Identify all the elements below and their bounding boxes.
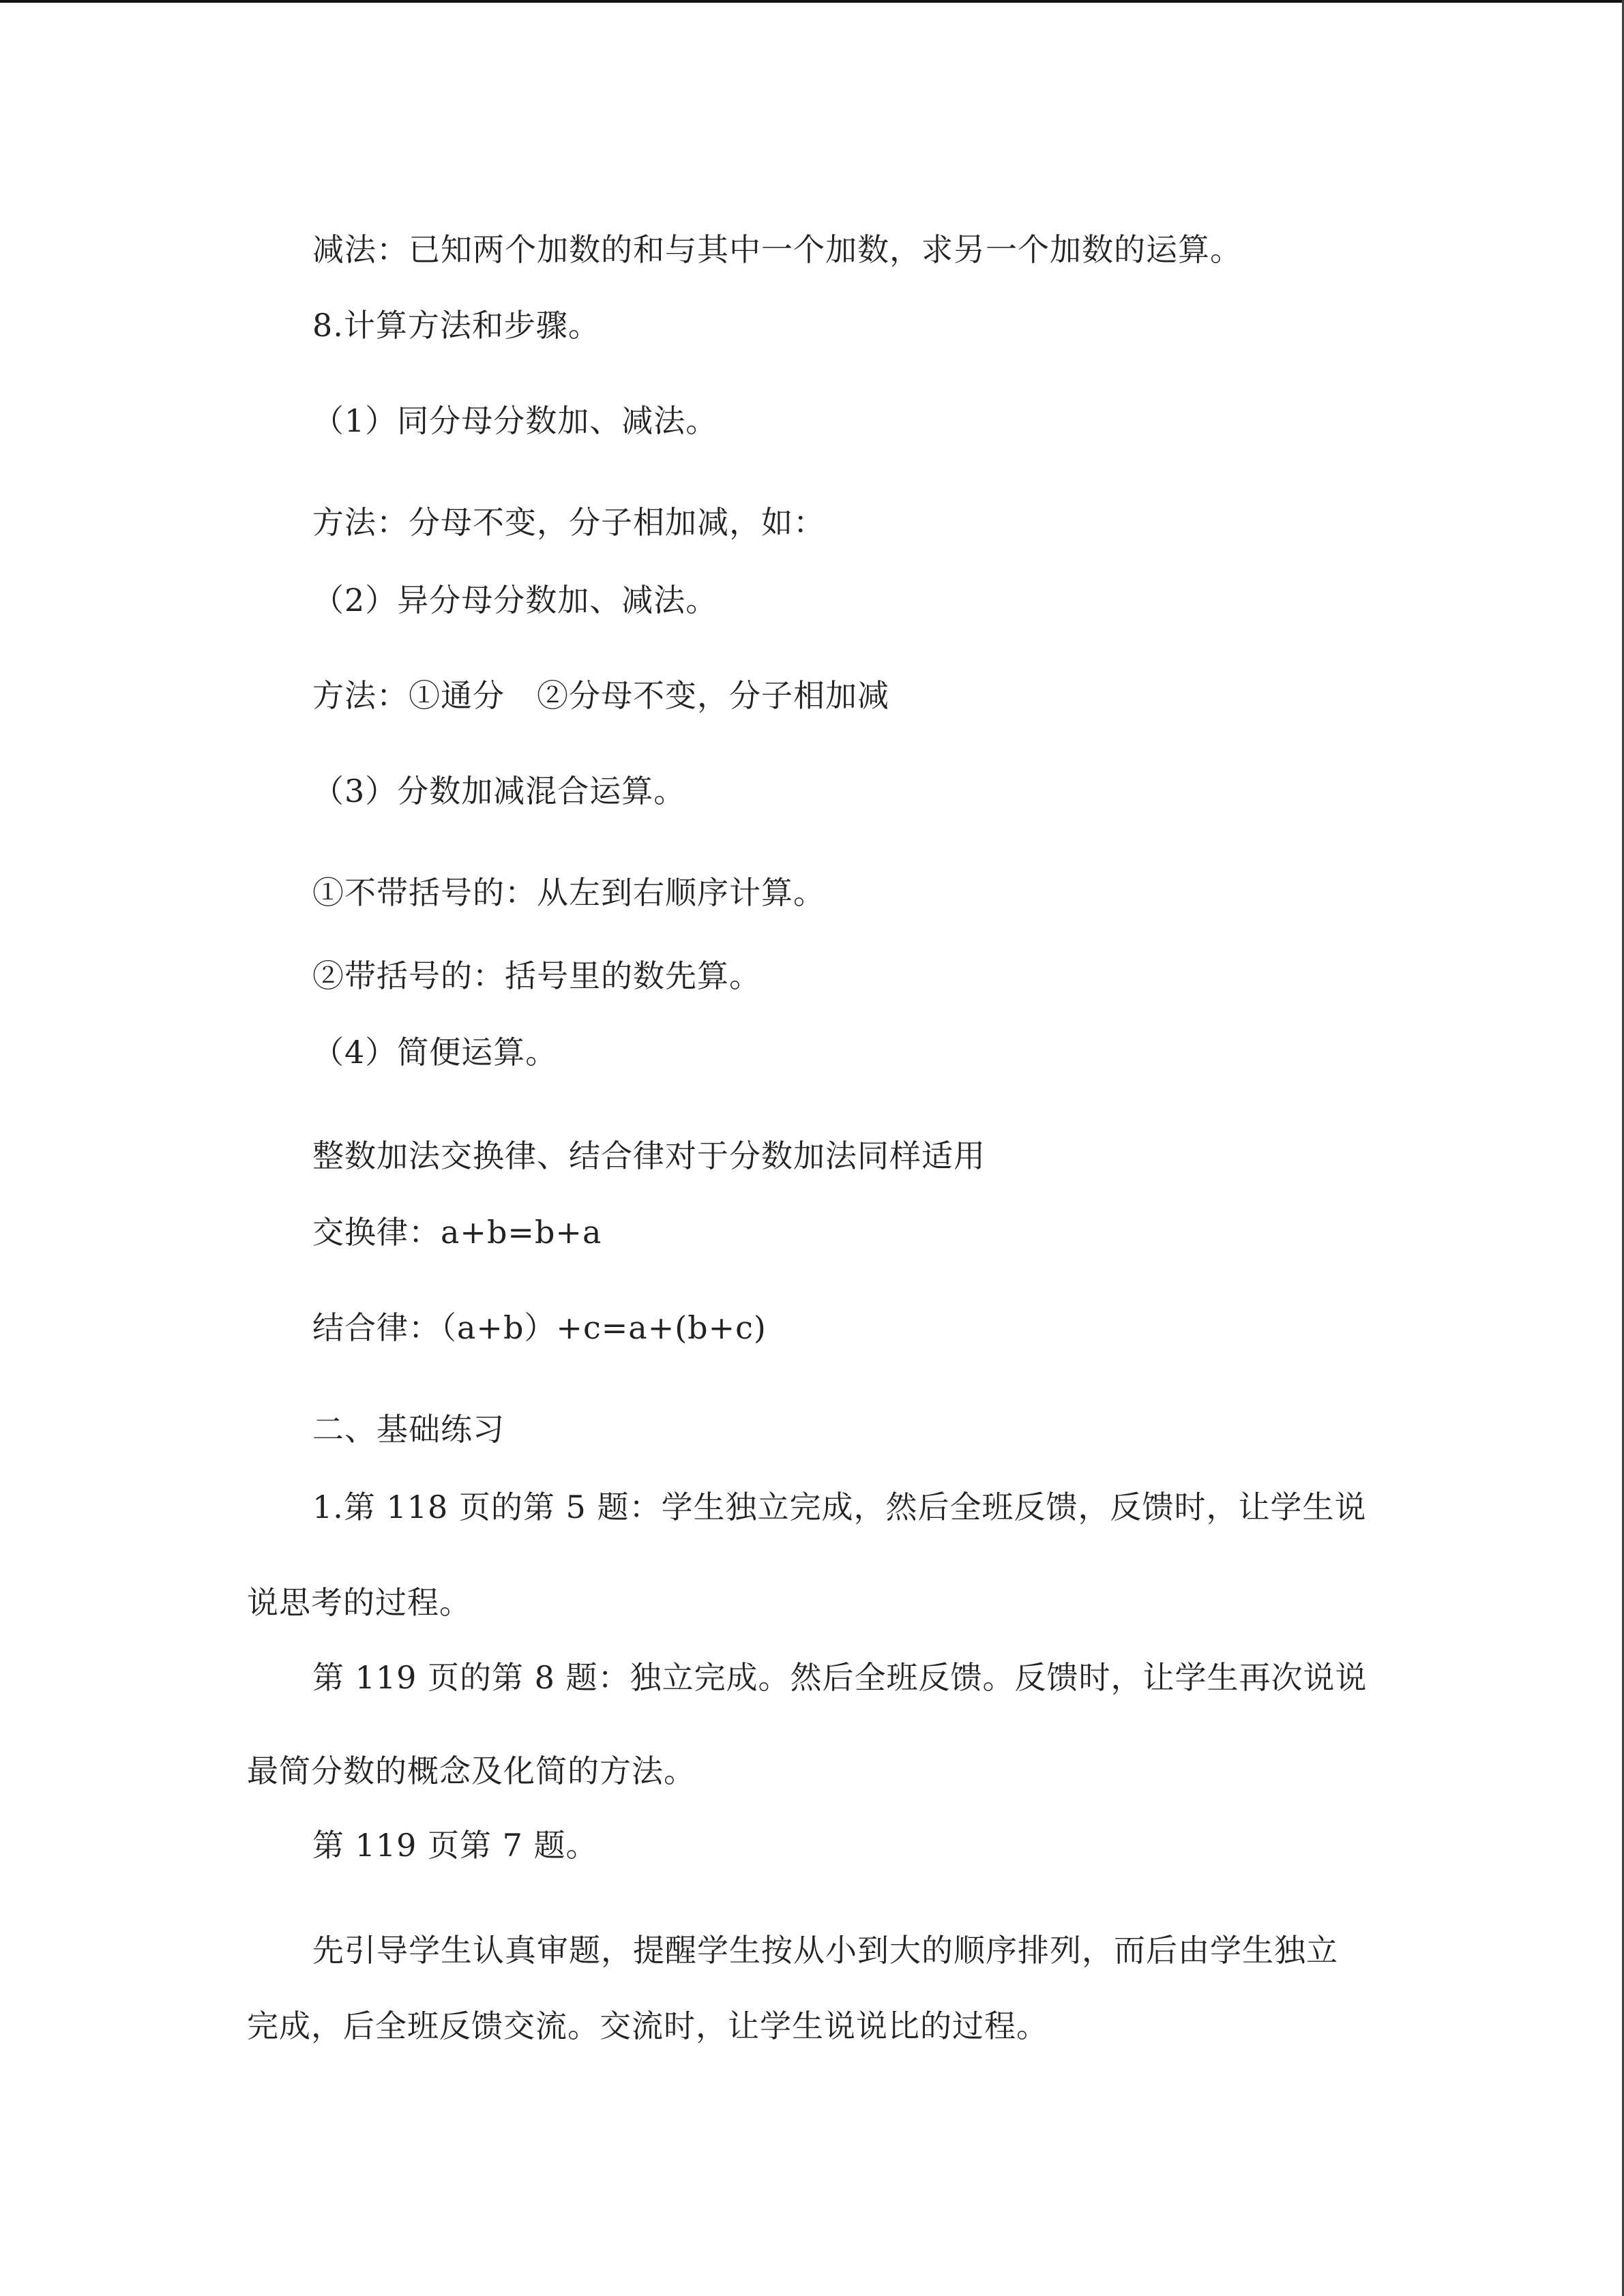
text-line-different-denominator: （2）异分母分数加、减法。 [312, 582, 718, 618]
text-line-section-8-heading: 8.计算方法和步骤。 [312, 307, 600, 344]
text-line-associative-law: 结合律：（a+b）+c=a+(b+c) [312, 1309, 767, 1346]
text-line-guidance: 先引导学生认真审题，提醒学生按从小到大的顺序排列，而后由学生独立 [312, 1932, 1338, 1969]
page-top-border [0, 0, 1624, 3]
text-line-method-same-denominator: 方法：分母不变，分子相加减，如： [312, 504, 825, 541]
text-line-simplified-calculation: （4）简便运算。 [312, 1034, 558, 1071]
text-line-exercise-page-119-8-continued: 最简分数的概念及化简的方法。 [247, 1753, 696, 1789]
text-line-exercise-page-119-8: 第 119 页的第 8 题：独立完成。然后全班反馈。反馈时，让学生再次说说 [312, 1659, 1368, 1696]
text-line-exercise-1-continued: 说思考的过程。 [247, 1584, 471, 1621]
text-line-commutative-law: 交换律：a+b=b+a [312, 1214, 602, 1251]
text-line-no-brackets-rule: ①不带括号的：从左到右顺序计算。 [312, 874, 825, 911]
text-line-brackets-rule: ②带括号的：括号里的数先算。 [312, 957, 761, 994]
text-line-same-denominator: （1）同分母分数加、减法。 [312, 402, 718, 439]
text-line-exercise-page-119-7: 第 119 页第 7 题。 [312, 1827, 598, 1864]
text-line-subtraction-definition: 减法：已知两个加数的和与其中一个加数，求另一个加数的运算。 [312, 231, 1242, 268]
text-line-basic-practice-heading: 二、基础练习 [312, 1411, 505, 1448]
text-line-mixed-operations: （3）分数加减混合运算。 [312, 773, 686, 809]
text-line-guidance-continued: 完成，后全班反馈交流。交流时，让学生说说比的过程。 [247, 2008, 1048, 2044]
text-line-method-different-denominator: 方法：①通分 ②分母不变，分子相加减 [312, 677, 889, 714]
text-line-exercise-1: 1.第 118 页的第 5 题：学生独立完成，然后全班反馈，反馈时，让学生说 [312, 1489, 1367, 1525]
text-line-laws-apply: 整数加法交换律、结合律对于分数加法同样适用 [312, 1137, 986, 1174]
